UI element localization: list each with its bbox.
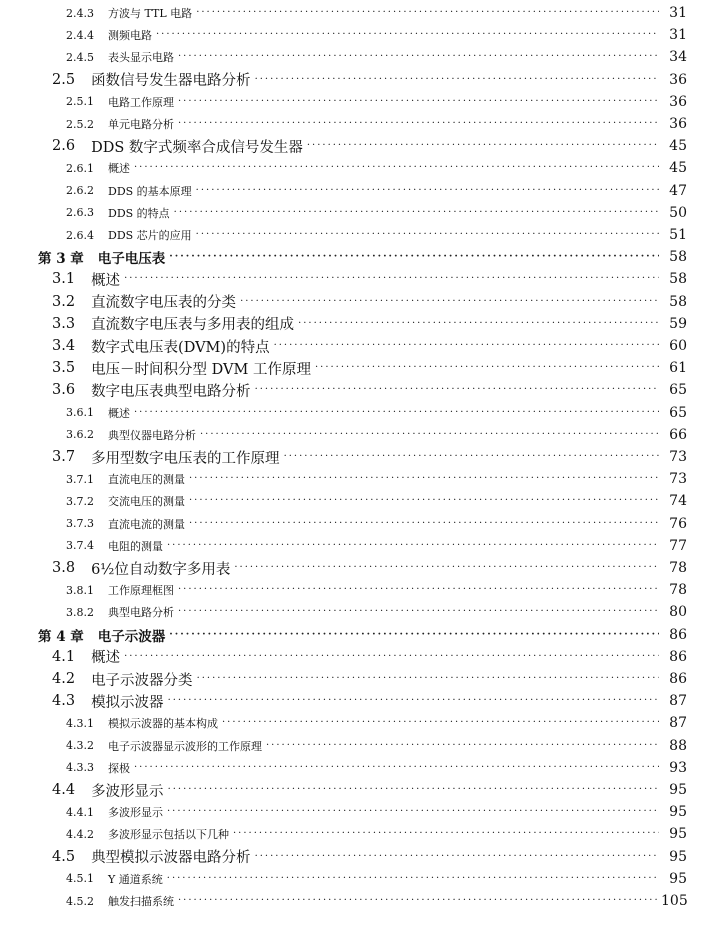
toc-entry-section — [0, 291, 714, 313]
toc-entry-title: 模拟示波器 — [91, 694, 164, 711]
dot-leader — [274, 341, 659, 351]
toc-entry-sub — [0, 712, 714, 734]
dot-leader — [196, 186, 659, 196]
dot-leader — [124, 274, 659, 284]
toc-entry-number: 3.7.1 — [66, 472, 94, 486]
dot-leader — [284, 452, 659, 462]
toc-entry-page: 47 — [669, 182, 687, 199]
dot-leader — [307, 141, 659, 151]
toc-entry-title: 电子示波器 — [97, 628, 166, 645]
toc-entry-number: 2.6.1 — [66, 161, 94, 175]
toc-entry-page: 88 — [669, 737, 687, 754]
toc-entry-section — [0, 135, 714, 157]
toc-entry-number: 3.1 — [52, 271, 76, 288]
toc-entry-page: 36 — [669, 116, 687, 132]
toc-entry-page: 66 — [669, 426, 687, 443]
toc-entry-section — [0, 379, 714, 401]
dot-leader — [200, 430, 659, 440]
toc-entry-title: DDS 数字式频率合成信号发生器 — [91, 139, 303, 156]
dot-leader — [233, 829, 659, 839]
toc-entry-title: 典型电路分析 — [108, 606, 174, 620]
toc-entry-title: 直流数字电压表与多用表的组成 — [91, 317, 295, 334]
toc-entry-number: 3.8.1 — [66, 583, 94, 597]
toc-entry-title: 电压－时间积分型 DVM 工作原理 — [91, 361, 311, 378]
dot-leader — [167, 874, 659, 884]
toc-entry-page: 95 — [669, 804, 687, 821]
toc-entry-section — [0, 335, 714, 357]
toc-entry-page: 65 — [669, 382, 687, 399]
toc-entry-title: 电子示波器分类 — [91, 672, 193, 689]
toc-entry-section — [0, 446, 714, 468]
dot-leader — [189, 474, 659, 484]
toc-entry-title: 直流数字电压表的分类 — [91, 295, 237, 312]
toc-entry-sub — [0, 224, 714, 246]
toc-entry-number: 3.8 — [52, 560, 76, 576]
toc-entry-page: 31 — [669, 5, 687, 21]
toc-entry-sub — [0, 2, 714, 24]
toc-entry-chapter — [0, 246, 714, 268]
toc-entry-section — [0, 357, 714, 379]
dot-leader — [189, 519, 659, 529]
dot-leader — [178, 896, 659, 906]
dot-leader — [178, 585, 659, 595]
toc-entry-number: 4.5 — [52, 848, 76, 865]
toc-entry-title: 多波形显示 — [91, 783, 164, 800]
toc-entry-page: 76 — [669, 515, 687, 532]
toc-entry-section — [0, 779, 714, 801]
toc-entry-page: 36 — [669, 93, 687, 110]
toc-entry-number: 3.7.2 — [66, 494, 94, 508]
toc-entry-sub — [0, 490, 714, 512]
toc-entry-sub — [0, 890, 714, 912]
toc-entry-page: 59 — [669, 315, 687, 332]
toc-entry-sub — [0, 601, 714, 623]
dot-leader — [167, 807, 659, 817]
toc-entry-number: 4.3.1 — [66, 716, 94, 730]
toc-entry-number: 2.4.3 — [66, 6, 94, 20]
toc-entry-sub — [0, 513, 714, 535]
dot-leader — [234, 563, 659, 573]
dot-leader — [169, 252, 659, 262]
toc-entry-section — [0, 268, 714, 290]
toc-entry-number: 2.5 — [52, 71, 76, 88]
toc-entry-number: 4.4 — [52, 782, 76, 798]
toc-entry-title: 多用型数字电压表的工作原理 — [91, 450, 280, 467]
toc-entry-page: 73 — [669, 449, 687, 465]
toc-entry-page: 50 — [669, 204, 687, 221]
toc-entry-section — [0, 69, 714, 91]
dot-leader — [315, 363, 659, 373]
toc-entry-section — [0, 646, 714, 668]
toc-entry-page: 95 — [669, 826, 687, 843]
toc-entry-title: 直流电流的测量 — [108, 517, 185, 531]
toc-entry-title: 6½位自动数字多用表 — [91, 561, 231, 578]
toc-entry-number: 2.6.4 — [66, 228, 94, 242]
toc-entry-page: 73 — [669, 471, 687, 488]
toc-entry-number: 4.5.2 — [66, 894, 94, 908]
toc-entry-page: 105 — [661, 893, 688, 909]
dot-leader — [222, 718, 659, 728]
toc-entry-section — [0, 557, 714, 579]
dot-leader — [167, 541, 659, 551]
toc-entry-title: 交流电压的测量 — [108, 495, 185, 509]
dot-leader — [197, 674, 659, 684]
toc-entry-page: 36 — [669, 71, 687, 88]
toc-entry-number: 3.4 — [52, 338, 76, 354]
toc-entry-section — [0, 846, 714, 868]
toc-entry-sub — [0, 113, 714, 135]
toc-entry-title: 方波与 TTL 电路 — [108, 7, 193, 20]
toc-entry-title: 表头显示电路 — [108, 51, 174, 65]
toc-entry-title: 工作原理框图 — [108, 584, 174, 598]
toc-entry-number: 3.7.4 — [66, 539, 94, 553]
toc-entry-title: 多波形显示包括以下几种 — [108, 828, 229, 842]
toc-entry-title: 典型仪器电路分析 — [108, 428, 196, 442]
toc-entry-sub — [0, 46, 714, 68]
toc-entry-number: 2.5.2 — [66, 117, 94, 131]
dot-leader — [156, 30, 659, 40]
toc-entry-sub — [0, 579, 714, 601]
toc-entry-sub — [0, 468, 714, 490]
toc-entry-page: 87 — [669, 693, 687, 710]
dot-leader — [196, 230, 659, 240]
toc-entry-page: 51 — [669, 227, 687, 243]
dot-leader — [168, 696, 659, 706]
toc-entry-title: DDS 的基本原理 — [108, 184, 192, 198]
toc-entry-page: 31 — [669, 27, 687, 44]
toc-entry-title: 直流电压的测量 — [108, 473, 185, 487]
toc-entry-sub — [0, 868, 714, 890]
toc-entry-page: 95 — [669, 848, 687, 865]
toc-entry-page: 58 — [669, 249, 687, 266]
toc-entry-number: 3.7.3 — [66, 517, 94, 531]
toc-entry-title: 数字式电压表(DVM)的特点 — [91, 339, 270, 356]
toc-entry-number: 4.3.3 — [66, 761, 94, 775]
toc-entry-sub — [0, 801, 714, 823]
toc-entry-title: 数字电压表典型电路分析 — [91, 383, 251, 400]
dot-leader — [178, 607, 659, 617]
toc-entry-number: 4.3.2 — [66, 739, 94, 753]
dot-leader — [189, 496, 659, 506]
toc-entry-sub — [0, 757, 714, 779]
toc-entry-page: 95 — [669, 782, 687, 798]
dot-leader — [134, 763, 659, 773]
toc-entry-page: 58 — [669, 293, 687, 310]
toc-entry-sub — [0, 402, 714, 424]
toc-entry-title: 电子示波器显示波形的工作原理 — [108, 739, 262, 753]
toc-entry-number: 3.8.2 — [66, 605, 94, 619]
toc-entry-number: 3.5 — [52, 360, 76, 377]
toc-entry-number: 2.4.4 — [66, 28, 94, 42]
toc-entry-title: 概述 — [91, 650, 121, 667]
dot-leader — [174, 208, 659, 218]
toc-entry-section — [0, 668, 714, 690]
dot-leader — [178, 52, 659, 62]
toc-entry-page: 86 — [669, 648, 687, 665]
toc-entry-number: 3.6.2 — [66, 428, 94, 442]
toc-entry-sub — [0, 24, 714, 46]
dot-leader — [134, 163, 659, 173]
toc-entry-number: 2.6.2 — [66, 184, 94, 198]
toc-entry-sub — [0, 735, 714, 757]
toc-entry-title: 概述 — [108, 162, 130, 176]
toc-entry-sub — [0, 91, 714, 113]
toc-entry-chapter — [0, 624, 714, 646]
toc-entry-page: 95 — [669, 870, 687, 887]
toc-entry-page: 65 — [669, 404, 687, 421]
toc-entry-page: 86 — [669, 671, 687, 687]
dot-leader — [134, 408, 659, 418]
toc-entry-number: 3.6 — [52, 382, 76, 399]
toc-entry-number: 4.4.1 — [66, 805, 94, 819]
dot-leader — [255, 852, 659, 862]
toc-entry-number: 2.5.1 — [66, 95, 94, 109]
toc-entry-number: 4.3 — [52, 693, 76, 710]
dot-leader — [124, 652, 659, 662]
toc-entry-title: 探极 — [108, 761, 130, 775]
toc-entry-number: 4.4.2 — [66, 827, 94, 841]
toc-entry-page: 45 — [669, 138, 687, 155]
dot-leader — [169, 630, 659, 640]
toc-entry-number: 2.6.3 — [66, 206, 94, 220]
toc-entry-section — [0, 313, 714, 335]
toc-entry-title: DDS 芯片的应用 — [108, 229, 192, 242]
dot-leader — [255, 385, 659, 395]
toc-entry-title: 函数信号发生器电路分析 — [91, 73, 251, 90]
toc-entry-sub — [0, 180, 714, 202]
toc-entry-page: 61 — [669, 360, 687, 377]
toc-entry-title: 多波形显示 — [108, 806, 163, 820]
toc-entry-number: 第 3 章 — [38, 251, 84, 268]
dot-leader — [240, 297, 659, 307]
toc-entry-page: 60 — [669, 338, 687, 354]
toc-entry-page: 93 — [669, 759, 687, 776]
toc-entry-page: 80 — [669, 604, 687, 621]
toc-entry-title: 电路工作原理 — [108, 95, 174, 109]
dot-leader — [168, 785, 659, 795]
toc-entry-sub — [0, 535, 714, 557]
dot-leader — [266, 741, 659, 751]
toc-entry-number: 2.6 — [52, 138, 76, 155]
toc-entry-page: 58 — [669, 271, 687, 288]
dot-leader — [196, 8, 659, 18]
toc-entry-page: 77 — [669, 537, 687, 554]
toc-entry-title: 单元电路分析 — [108, 118, 174, 131]
toc-entry-page: 34 — [669, 49, 687, 66]
toc-entry-page: 74 — [669, 493, 687, 510]
toc-entry-title: 电阻的测量 — [108, 539, 163, 553]
toc-entry-title: 电子电压表 — [97, 251, 166, 268]
toc-entry-number: 4.1 — [52, 648, 76, 665]
toc-entry-section — [0, 690, 714, 712]
toc-entry-title: 触发扫描系统 — [108, 895, 174, 908]
toc-entry-page: 87 — [669, 715, 687, 732]
toc-entry-number: 3.2 — [52, 293, 76, 310]
dot-leader — [178, 97, 659, 107]
toc-entry-title: 概述 — [91, 272, 121, 289]
toc-entry-number: 3.7 — [52, 449, 76, 465]
toc-entry-title: 测频电路 — [108, 29, 152, 43]
toc-entry-page: 78 — [669, 582, 687, 599]
toc-entry-sub — [0, 424, 714, 446]
dot-leader — [255, 75, 659, 85]
toc-entry-number: 第 4 章 — [38, 628, 84, 645]
toc-entry-title: 概述 — [108, 406, 130, 420]
toc-entry-title: DDS 的特点 — [108, 206, 170, 220]
toc-entry-number: 2.4.5 — [66, 50, 94, 64]
toc-entry-page: 86 — [669, 626, 687, 643]
toc-entry-title: 模拟示波器的基本构成 — [108, 717, 218, 731]
toc-entry-page: 78 — [669, 560, 687, 576]
toc-entry-number: 4.5.1 — [66, 872, 94, 886]
dot-leader — [178, 119, 659, 129]
toc-entry-title: Y 通道系统 — [108, 872, 163, 886]
dot-leader — [298, 319, 659, 329]
toc-entry-title: 典型模拟示波器电路分析 — [91, 850, 251, 867]
toc-entry-sub — [0, 823, 714, 845]
toc-entry-sub — [0, 202, 714, 224]
toc-entry-sub — [0, 157, 714, 179]
toc-entry-number: 3.3 — [52, 315, 76, 332]
toc-entry-number: 4.2 — [52, 671, 76, 687]
toc-entry-number: 3.6.1 — [66, 406, 94, 420]
toc-entry-page: 45 — [669, 160, 687, 177]
